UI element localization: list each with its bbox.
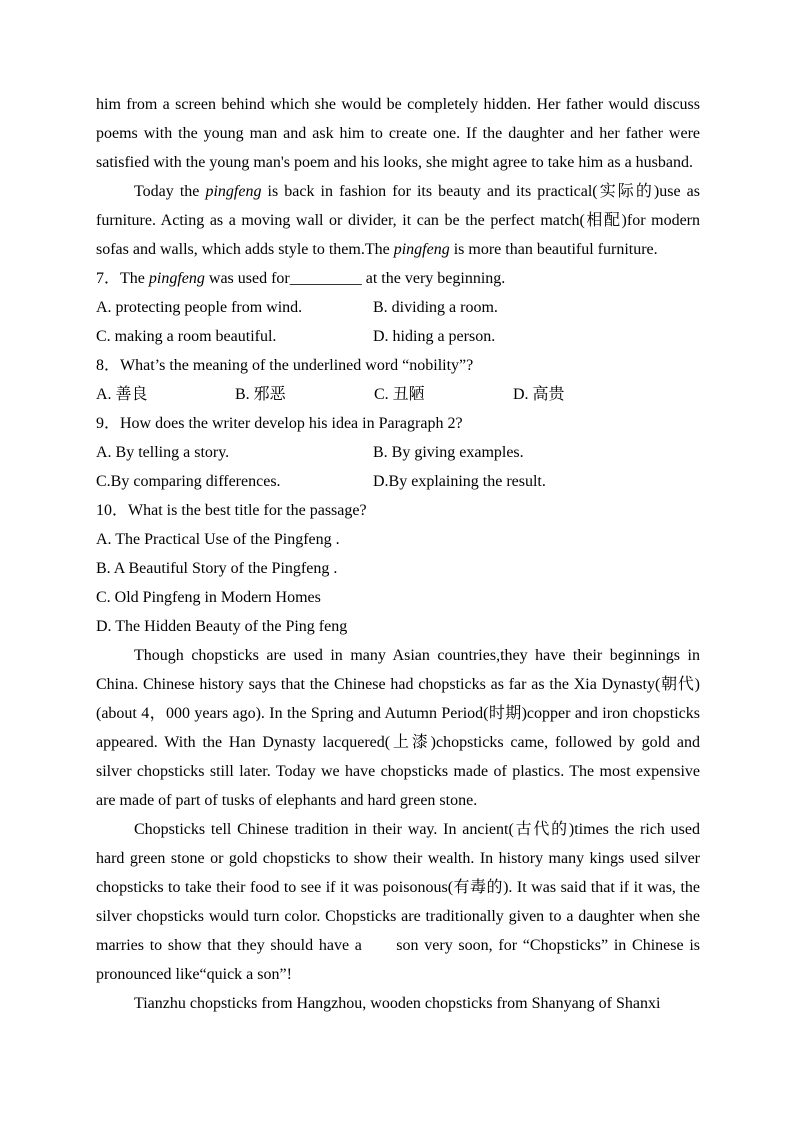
paragraph-text: is more than beautiful furniture.: [449, 241, 658, 258]
question-9-option-c: C.By comparing differences.: [96, 473, 281, 490]
passage2-paragraph-2: [96, 815, 700, 989]
question-7-option-b: B. dividing a room.: [373, 299, 498, 316]
question-7-option-c: C. making a room beautiful.: [96, 328, 277, 345]
question-8-option-b: B. 邪恶: [235, 386, 286, 403]
passage1-continuation-paragraph: [96, 90, 700, 177]
paragraph-text: him from a screen behind which she would be completely hidden. Her father would discuss poems with the young man and ask him to create one. If the daughter and her father were satisfied with the young man's poem and his looks, she might agree to take him as a husband.: [96, 96, 700, 171]
question-8-stem: [96, 351, 700, 380]
option-text: C. Old Pingfeng in Modern Homes: [96, 589, 321, 606]
option-text: A. The Practical Use of the Pingfeng .: [96, 531, 340, 548]
question-text: 10．What is the best title for the passage?: [96, 502, 367, 519]
question-8-options-row: [96, 380, 700, 409]
paragraph-text: Chopsticks tell Chinese tradition in their way. In ancient(古代的)times the rich used hard green stone or gold chopsticks to show their wealth. In history many kings used silver chopsticks to take their food to see if it was poisonous(有毒的). It was said that if it was, the silver chopsticks would turn color. Chopsticks are traditionally given to a daughter when she marries to show that they should have a son very soon, for “Chopsticks” in Chinese is pronounced like“quick a son”!: [96, 821, 700, 983]
question-10-stem: [96, 496, 700, 525]
question-9-option-b: B. By giving examples.: [373, 444, 524, 461]
pingfeng-italic-term: pingfeng: [393, 241, 450, 258]
paragraph-text: Tianzhu chopsticks from Hangzhou, wooden chopsticks from Shanyang of Shanxi: [134, 995, 661, 1012]
passage2-paragraph-1: [96, 641, 700, 815]
document-content: [96, 90, 700, 1018]
pingfeng-italic-term: pingfeng: [148, 270, 205, 287]
question-7-options-row-1: [96, 293, 700, 322]
question-8-option-a: A. 善良: [96, 386, 148, 403]
question-10-option-c: [96, 583, 700, 612]
question-10-option-a: [96, 525, 700, 554]
question-9-options-row-1: [96, 438, 700, 467]
option-text: B. A Beautiful Story of the Pingfeng .: [96, 560, 338, 577]
question-number-text: 7．The: [96, 270, 149, 287]
question-8-option-c: C. 丑陋: [374, 386, 425, 403]
paragraph-text: Though chopsticks are used in many Asian countries,they have their beginnings in China. Chinese history says that the Chinese had chopsticks as far as the Xia Dynasty(朝代)(about 4，000 years ago). In the Spring and Autumn Period(时期)copper and iron chopsticks appeared. With the Han Dynasty lacquered(上漆)chopsticks came, followed by gold and silver chopsticks still later. Today we have chopsticks made of plastics. The most expensive are made of part of tusks of elephants and hard green stone.: [96, 647, 700, 809]
question-7-options-row-2: [96, 322, 700, 351]
question-7-option-d: D. hiding a person.: [373, 328, 496, 345]
question-9-options-row-2: [96, 467, 700, 496]
passage2-paragraph-3: [96, 989, 700, 1018]
question-text: 9．How does the writer develop his idea in Paragraph 2?: [96, 415, 463, 432]
passage1-paragraph-2: [96, 177, 700, 264]
question-text: 8．What’s the meaning of the underlined word “nobility”?: [96, 357, 474, 374]
question-10-option-b: [96, 554, 700, 583]
option-text: D. The Hidden Beauty of the Ping feng: [96, 618, 348, 635]
paragraph-text: Today the: [134, 183, 206, 200]
question-9-option-a: A. By telling a story.: [96, 444, 230, 461]
question-9-option-d: D.By explaining the result.: [373, 473, 546, 490]
question-7-option-a: A. protecting people from wind.: [96, 299, 303, 316]
question-7-stem: [96, 264, 700, 293]
question-8-option-d: D. 高贵: [513, 386, 565, 403]
paragraph-text: is back in fashion for its beauty and its practical(实际的)use as furniture. Acting as a moving wall or divider, it can be the perfect match(相配)for modern sofas and walls, which adds style to them.The: [96, 183, 700, 258]
question-9-stem: [96, 409, 700, 438]
question-text: was used for_________ at the very beginning.: [204, 270, 506, 287]
pingfeng-italic-term: pingfeng: [205, 183, 262, 200]
question-10-option-d: [96, 612, 700, 641]
